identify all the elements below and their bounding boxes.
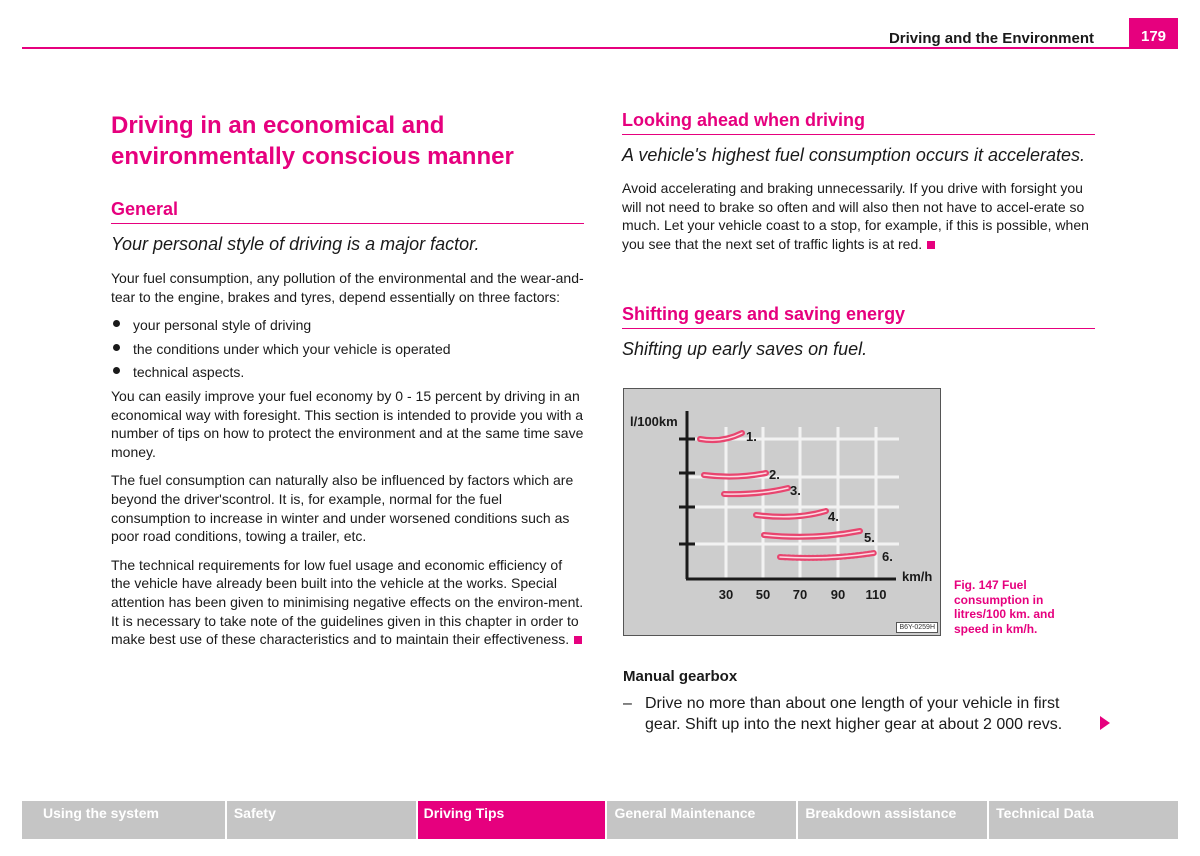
nav-tab-safety[interactable]: Safety [227,801,416,839]
series-label: 1. [746,429,757,444]
continue-arrow-icon [1100,716,1110,730]
x-tick-label: 50 [755,587,771,602]
chapter-title: Driving in an economical and environmentally conscious manner [111,112,514,170]
paragraph-text: The technical requirements for low fuel usage and economic efficiency of the vehicle have already been built into the vehicle at the works. Special attention has been given to minimising negative effects on the environ-ment. It is necessary to take note of the guidelines given in this chapter in order to make best use of these characteristics and to maintain their effectiveness. [111,556,584,648]
series-label: 6. [882,549,893,564]
end-of-section-icon [927,241,935,249]
running-header: Driving and the Environment [888,30,1094,47]
series-label: 4. [828,509,839,524]
nav-tab-driving-tips[interactable]: Driving Tips [418,801,606,839]
paragraph [622,179,1095,253]
figure-code: B6Y-0259H [896,622,938,633]
series-label: 3. [790,483,801,498]
x-tick-label: 110 [865,587,887,602]
intro-paragraph: Your fuel consumption, any pollution of the environmental and the wear-and-tear to the engine, brakes and tyres, depend essentially on three factors: [111,270,584,305]
instruction-text: Drive no more than about one length of your vehicle in first gear. Shift up into the next higher gear at about 2 000 revs. [645,695,1063,733]
list-item: your personal style of driving [111,316,584,335]
section-lead-looking-ahead: A vehicle's highest fuel consumption occurs it accelerates. [622,145,1085,165]
x-tick-label: 30 [718,587,734,602]
nav-tab-general-maintenance[interactable]: General Maintenance [607,801,796,839]
series-label: 5. [864,530,875,545]
list-item: the conditions under which your vehicle is operated [111,340,584,359]
y-axis-label: l/100km [630,414,678,429]
series-label: 2. [769,467,780,482]
factor-list [111,316,584,382]
figure-caption: Fig. 147 Fuel consumption in litres/100 km. and speed in km/h. [954,578,1055,636]
section-heading-looking-ahead: Looking ahead when driving [622,110,1095,135]
paragraph: You can easily improve your fuel economy by 0 - 15 percent by driving in an economical way with foresight. This section is intended to provide you with a number of tips on how to protect the environment and at the same time save money. [111,387,584,460]
list-item: technical aspects. [111,363,584,382]
instruction-item [623,693,1093,735]
nav-tab-using-the-system[interactable]: Using the system [22,801,225,839]
paragraph [111,556,584,649]
header-rule [22,47,1178,49]
section-lead-shifting-gears: Shifting up early saves on fuel. [622,339,868,360]
left-column [111,110,584,649]
section-heading-general: General [111,199,584,224]
right-column [622,110,1095,360]
nav-tab-technical-data[interactable]: Technical Data [989,801,1178,839]
end-of-section-icon [574,636,582,644]
section-heading-shifting-gears: Shifting gears and saving energy [622,304,1095,329]
page-number: 179 [1129,18,1178,49]
x-tick-label: 90 [830,587,846,602]
manual-gearbox-heading: Manual gearbox [623,668,738,685]
fuel-consumption-figure [623,388,941,636]
fuel-consumption-chart [624,389,940,635]
x-tick-label: 70 [792,587,808,602]
x-axis-label: km/h [902,569,933,584]
paragraph: The fuel consumption can naturally also be influenced by factors which are beyond the driver'scontrol. It is, for example, normal for the fuel consumption to increase in winter and under worsened conditions such as poor road conditions, towing a trailer, etc. [111,472,574,545]
nav-tab-breakdown-assistance[interactable]: Breakdown assistance [798,801,987,839]
section-lead-general: Your personal style of driving is a major factor. [111,234,480,254]
paragraph-text: Avoid accelerating and braking unnecessarily. If you drive with forsight you will not need to brake so often and will also then not have to accel-erate so much. Let your vehicle coast to a stop, for example, if this is possible, when you see that the next set of traffic lights is at red. [622,180,1089,252]
dash-marker: – [623,695,632,712]
chapter-nav [22,801,1178,839]
